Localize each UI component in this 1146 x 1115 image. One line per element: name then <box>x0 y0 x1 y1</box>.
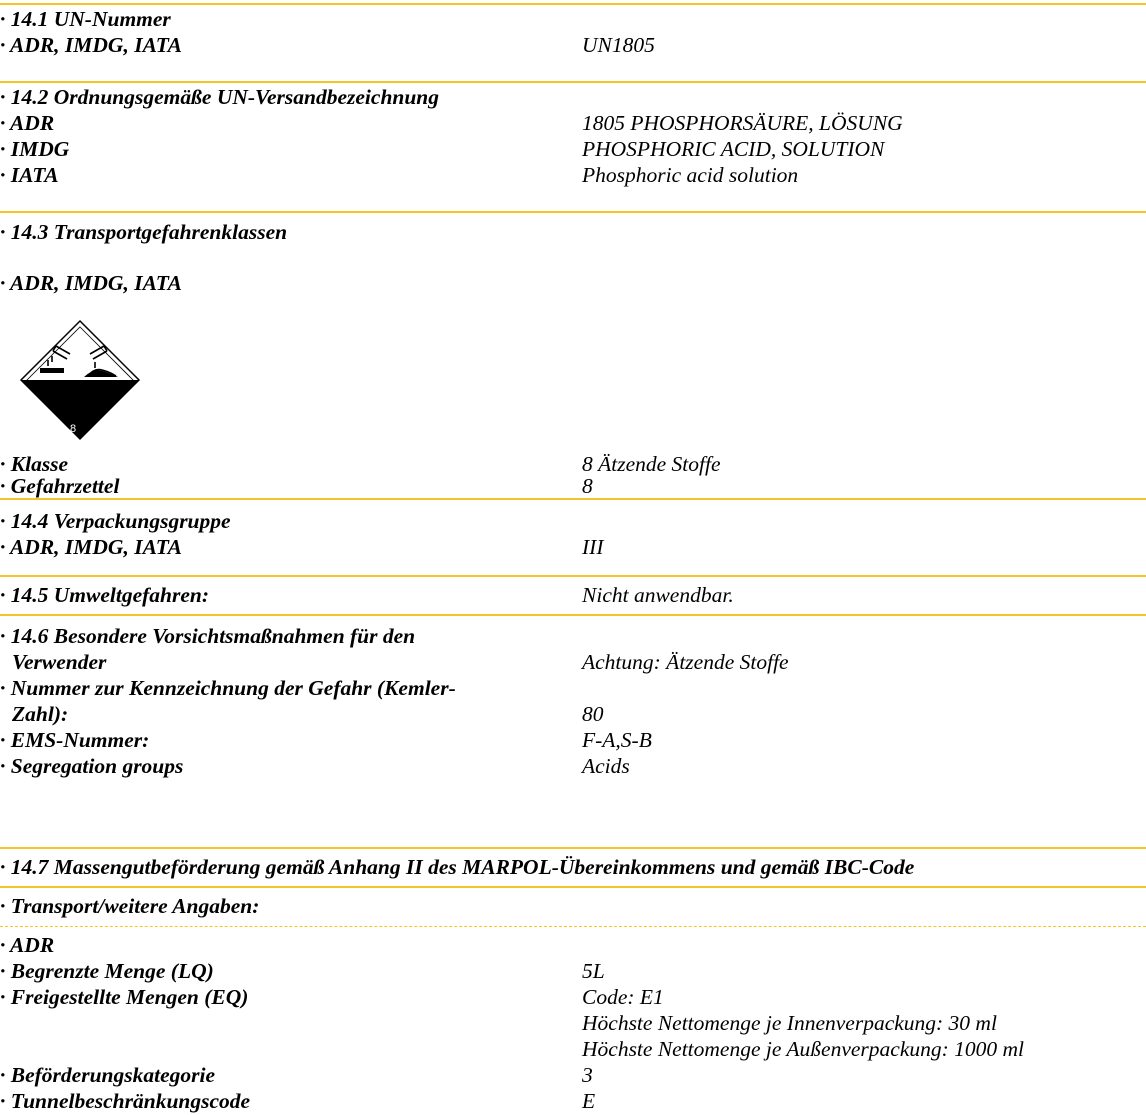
row-label: · EMS-Nummer: <box>0 728 150 752</box>
section-heading: · 14.3 Transportgefahrenklassen <box>0 220 288 244</box>
row-value: 8 <box>582 474 593 498</box>
row-label: · Beförderungskategorie <box>0 1063 215 1087</box>
section-heading: · 14.1 UN-Nummer <box>0 7 171 31</box>
row-value: Höchste Nettomenge je Innenverpackung: 30 ml <box>582 1011 997 1035</box>
section-14-2 <box>0 84 1146 188</box>
row-label: · IATA <box>0 163 59 187</box>
row-label: · Nummer zur Kennzeichnung der Gefahr (Kemler- <box>0 676 456 700</box>
section-divider <box>0 886 1146 888</box>
row-value: E <box>582 1089 596 1113</box>
row-value: F-A,S-B <box>582 728 652 752</box>
section-14-7 <box>0 854 1146 880</box>
section-transport-adr <box>0 932 1146 1114</box>
section-heading-cont: Verwender <box>12 650 107 674</box>
section-divider <box>0 81 1146 83</box>
row-label: · Freigestellte Mengen (EQ) <box>0 985 249 1009</box>
section-divider <box>0 614 1146 616</box>
row-value: Achtung: Ätzende Stoffe <box>582 650 789 674</box>
row-label-cont: Zahl): <box>12 702 69 726</box>
row-value: Code: E1 <box>582 985 664 1009</box>
section-divider <box>0 3 1146 5</box>
section-14-3 <box>0 219 1146 245</box>
row-value: III <box>582 535 604 559</box>
section-14-5 <box>0 582 1146 608</box>
section-transport <box>0 893 1146 919</box>
section-divider <box>0 211 1146 213</box>
section-divider <box>0 498 1146 500</box>
row-value: 80 <box>582 702 604 726</box>
section-divider-dashed <box>0 926 1146 927</box>
row-label: · ADR <box>0 111 55 135</box>
row-label: · 14.5 Umweltgefahren: <box>0 583 210 607</box>
row-value: 3 <box>582 1063 593 1087</box>
row-value: Höchste Nettomenge je Außenverpackung: 1000 ml <box>582 1037 1025 1061</box>
section-heading: · Transport/weitere Angaben: <box>0 894 260 918</box>
row-value: Phosphoric acid solution <box>582 163 799 187</box>
row-value: Acids <box>582 754 630 778</box>
sub-heading: · ADR, IMDG, IATA <box>0 271 183 295</box>
row-value: 8 Ätzende Stoffe <box>582 452 721 476</box>
row-value: UN1805 <box>582 33 655 57</box>
hazard-class-number: 8 <box>70 423 77 435</box>
row-label: · Gefahrzettel <box>0 474 120 498</box>
section-14-3-sub <box>0 270 1146 296</box>
section-heading: · 14.2 Ordnungsgemäße UN-Versandbezeichnung <box>0 85 440 109</box>
row-label: · Klasse <box>0 452 69 476</box>
row-value: Nicht anwendbar. <box>582 583 734 607</box>
row-value: 5L <box>582 959 605 983</box>
sub-heading: · ADR <box>0 933 55 957</box>
row-label: · ADR, IMDG, IATA <box>0 535 183 559</box>
section-heading: · 14.6 Besondere Vorsichtsmaßnahmen für den <box>0 624 416 648</box>
row-label: · Tunnelbeschränkungscode <box>0 1089 251 1113</box>
section-heading: · 14.4 Verpackungsgruppe <box>0 509 231 533</box>
row-value: 1805 PHOSPHORSÄURE, LÖSUNG <box>582 111 903 135</box>
section-14-3-rows <box>0 453 1146 497</box>
section-14-6 <box>0 623 1146 779</box>
row-label: · Segregation groups <box>0 754 184 778</box>
section-divider <box>0 575 1146 577</box>
row-label: · Begrenzte Menge (LQ) <box>0 959 214 983</box>
section-14-1 <box>0 6 1146 58</box>
section-heading: · 14.7 Massengutbeförderung gemäß Anhang II des MARPOL-Übereinkommens und gemäß IBC-Code <box>0 855 915 879</box>
section-14-4 <box>0 508 1146 560</box>
row-label: · IMDG <box>0 137 70 161</box>
section-divider <box>0 847 1146 849</box>
corrosive-hazard-label-icon <box>18 318 142 442</box>
row-label: · ADR, IMDG, IATA <box>0 33 183 57</box>
row-value: PHOSPHORIC ACID, SOLUTION <box>582 137 885 161</box>
